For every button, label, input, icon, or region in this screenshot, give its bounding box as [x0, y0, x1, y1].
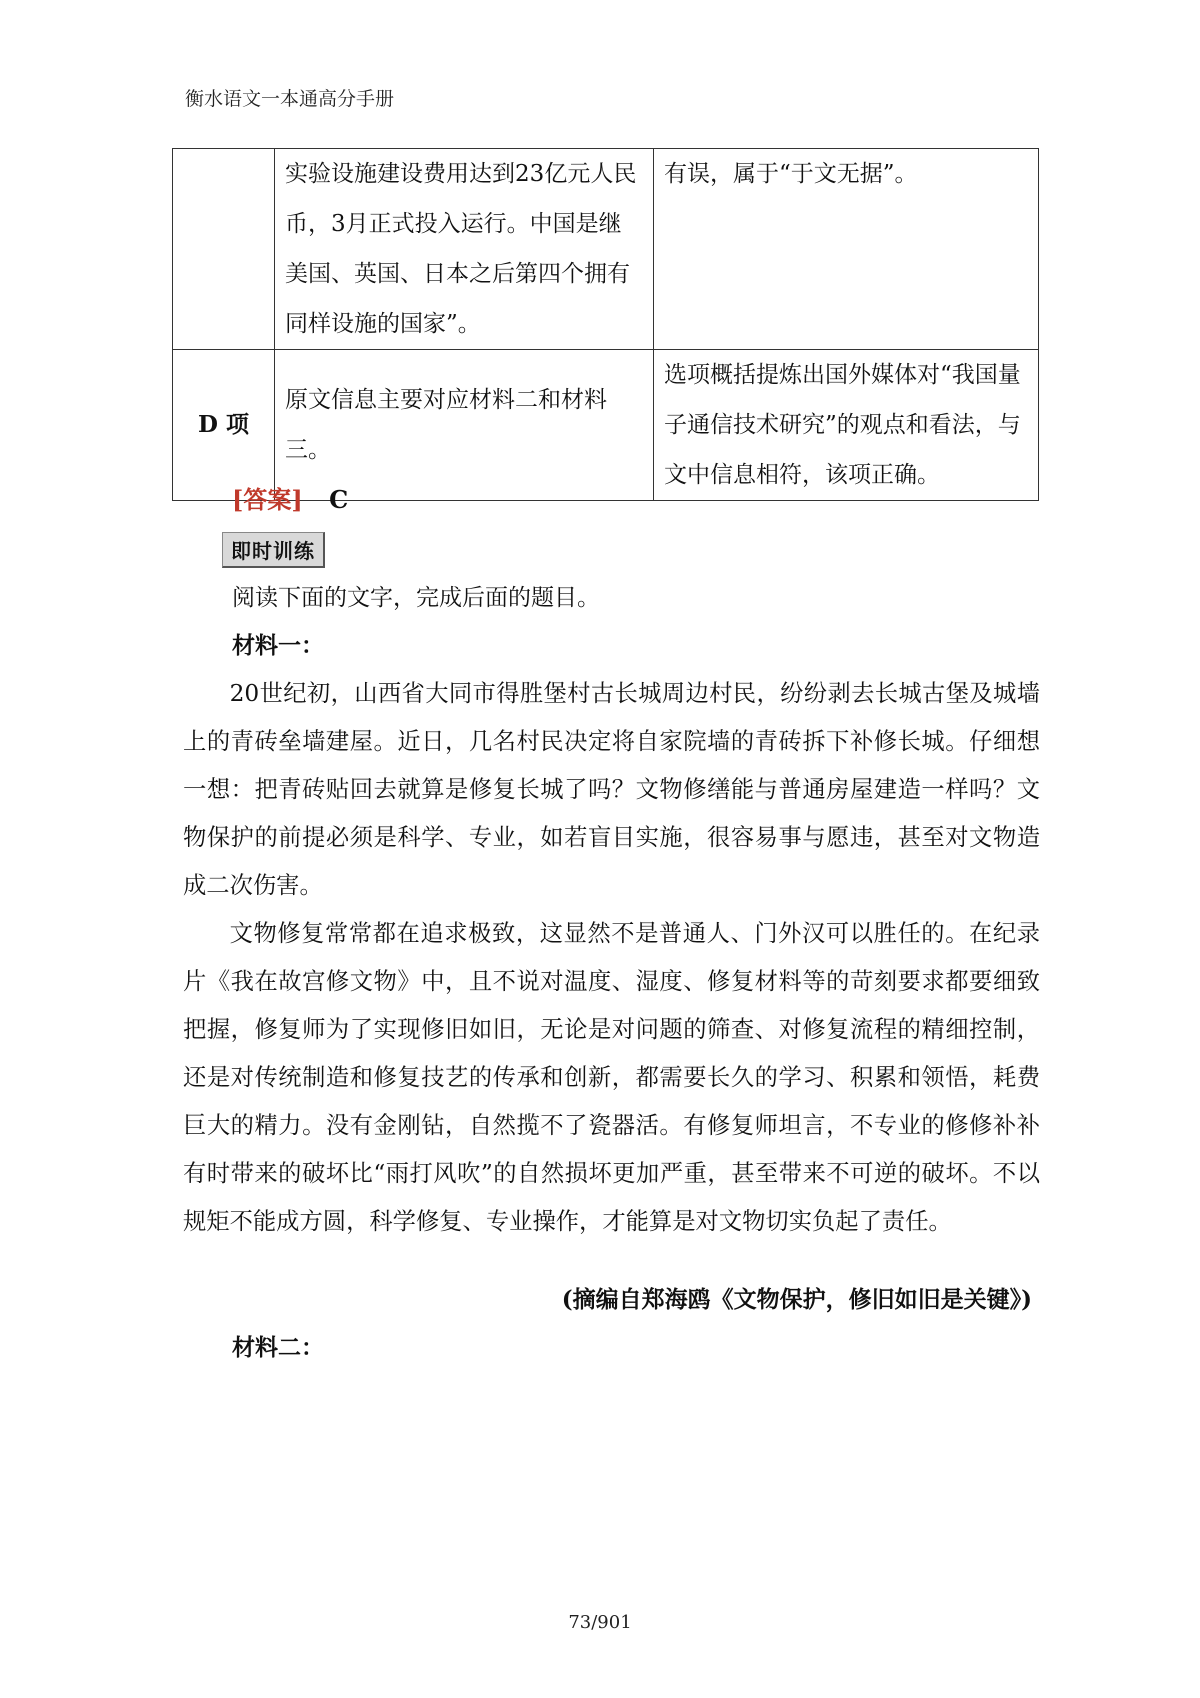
page-header: 衡水语文一本通高分手册 [185, 88, 395, 110]
table-cell-label: D 项 [173, 350, 275, 501]
intro-text: 阅读下面的文字，完成后面的题目。 [232, 585, 600, 611]
table-cell-content: 实验设施建设费用达到23亿元人民币，3月正式投入运行。中国是继美国、英国、日本之后第四个拥有同样设施的国家”。 [275, 149, 654, 350]
material1-heading: 材料一： [232, 632, 324, 659]
material1-source: (摘编自郑海鸥《文物保护，修旧如旧是关键》) [561, 1286, 1032, 1313]
material1-paragraph: 20世纪初，山西省大同市得胜堡村古长城周边村民，纷纷剥去长城古堡及城墙上的青砖垒墙建屋。近日，几名村民决定将自家院墙的青砖拆下补修长城。仔细想一想：把青砖贴回去就算是修复长城了吗？文物修缮能与普通房屋建造一样吗？文物保护的前提必须是科学、专业，如若盲目实施，很容易事与愿违，甚至对文物造成二次伤害。 [183, 680, 1040, 899]
answer-line [232, 480, 348, 515]
table-row [173, 149, 1039, 350]
analysis-table [172, 148, 1039, 501]
table-row [173, 350, 1039, 501]
page-number: 73/901 [568, 1612, 632, 1633]
table-cell-content: 原文信息主要对应材料二和材料三。 [275, 350, 654, 501]
material1-paragraph: 文物修复常常都在追求极致，这显然不是普通人、门外汉可以胜任的。在纪录片《我在故宫修文物》中，且不说对温度、湿度、修复材料等的苛刻要求都要细致把握，修复师为了实现修旧如旧，无论是对问题的筛查、对修复流程的精细控制，还是对传统制造和修复技艺的传承和创新，都需要长久的学习、积累和领悟，耗费巨大的精力。没有金刚钻，自然揽不了瓷器活。有修复师坦言，不专业的修修补补有时带来的破坏比“雨打风吹”的自然损坏更加严重，甚至带来不可逆的破坏。不以规矩不能成方圆，科学修复、专业操作，才能算是对文物切实负起了责任。 [183, 920, 1040, 1235]
table-cell-analysis: 选项概括提炼出国外媒体对“我国量子通信技术研究”的观点和看法，与文中信息相符，该项正确。 [653, 350, 1038, 501]
material2-heading: 材料二： [232, 1334, 324, 1361]
table-cell-analysis: 有误，属于“于文无据”。 [653, 149, 1038, 350]
table-cell-label [173, 149, 275, 350]
answer-tag: [答案] [232, 485, 303, 514]
answer-value: C [329, 485, 349, 514]
training-label: 即时训练 [222, 532, 325, 568]
